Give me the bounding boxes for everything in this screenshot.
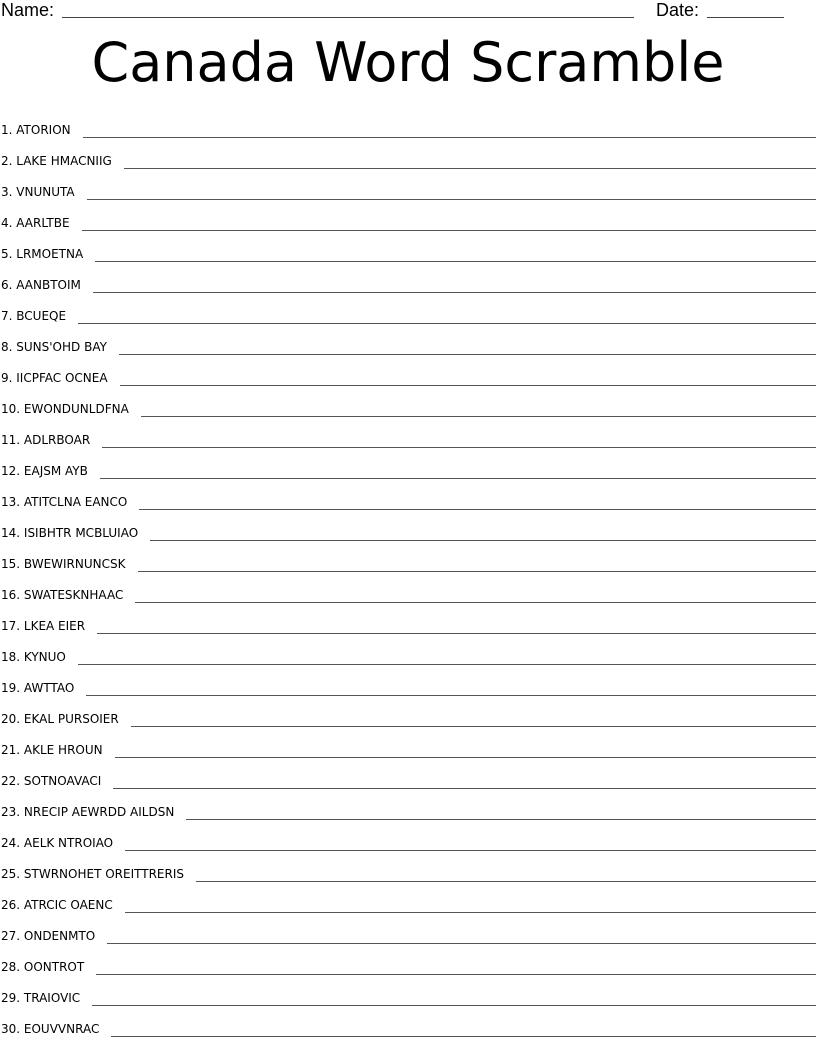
list-item bbox=[0, 764, 816, 795]
scramble-word: 14. ISIBHTR MCBLUIAO bbox=[1, 526, 139, 540]
answer-line[interactable] bbox=[78, 323, 816, 324]
scramble-word: 5. LRMOETNA bbox=[1, 247, 84, 261]
list-item bbox=[0, 702, 816, 733]
list-item bbox=[0, 1012, 816, 1043]
scramble-word: 7. BCUEQE bbox=[1, 309, 67, 323]
list-item bbox=[0, 361, 816, 392]
answer-line[interactable] bbox=[138, 571, 816, 572]
scramble-word: 18. KYNUO bbox=[1, 650, 66, 664]
answer-line[interactable] bbox=[83, 137, 816, 138]
answer-line[interactable] bbox=[124, 168, 816, 169]
list-item bbox=[0, 733, 816, 764]
list-item bbox=[0, 888, 816, 919]
answer-line[interactable] bbox=[86, 695, 816, 696]
answer-line[interactable] bbox=[97, 633, 816, 634]
scramble-word: 1. ATORION bbox=[1, 123, 71, 137]
scramble-word: 11. ADLRBOAR bbox=[1, 433, 91, 447]
scramble-word: 9. IICPFAC OCNEA bbox=[1, 371, 108, 385]
scramble-word: 25. STWRNOHET OREITTRERIS bbox=[1, 867, 184, 881]
scramble-word: 12. EAJSM AYB bbox=[1, 464, 88, 478]
scramble-word: 2. LAKE HMACNIIG bbox=[1, 154, 112, 168]
answer-line[interactable] bbox=[100, 478, 816, 479]
scramble-word: 17. LKEA EIER bbox=[1, 619, 86, 633]
list-item bbox=[0, 113, 816, 144]
list-item bbox=[0, 640, 816, 671]
list-item bbox=[0, 175, 816, 206]
answer-line[interactable] bbox=[141, 416, 816, 417]
list-item bbox=[0, 392, 816, 423]
scramble-word: 3. VNUNUTA bbox=[1, 185, 75, 199]
answer-line[interactable] bbox=[87, 199, 816, 200]
list-item bbox=[0, 981, 816, 1012]
scramble-list bbox=[0, 113, 816, 1043]
scramble-word: 20. EKAL PURSOIER bbox=[1, 712, 119, 726]
answer-line[interactable] bbox=[186, 819, 816, 820]
list-item bbox=[0, 547, 816, 578]
page-title: Canada Word Scramble bbox=[91, 31, 725, 94]
answer-line[interactable] bbox=[131, 726, 816, 727]
scramble-word: 19. AWTTAO bbox=[1, 681, 75, 695]
scramble-word: 29. TRAIOVIC bbox=[1, 991, 81, 1005]
list-item bbox=[0, 857, 816, 888]
scramble-word: 13. ATITCLNA EANCO bbox=[1, 495, 128, 509]
date-answer-line[interactable] bbox=[707, 17, 784, 18]
list-item bbox=[0, 330, 816, 361]
list-item bbox=[0, 826, 816, 857]
scramble-word: 26. ATRCIC OAENC bbox=[1, 898, 113, 912]
answer-line[interactable] bbox=[115, 757, 816, 758]
answer-line[interactable] bbox=[125, 912, 816, 913]
answer-line[interactable] bbox=[96, 974, 816, 975]
scramble-word: 15. BWEWIRNUNCSK bbox=[1, 557, 126, 571]
list-item bbox=[0, 919, 816, 950]
name-label: Name: bbox=[1, 0, 55, 20]
list-item bbox=[0, 671, 816, 702]
list-item bbox=[0, 578, 816, 609]
scramble-word: 22. SOTNOAVACI bbox=[1, 774, 102, 788]
scramble-word: 28. OONTROT bbox=[1, 960, 85, 974]
scramble-word: 24. AELK NTROIAO bbox=[1, 836, 114, 850]
answer-line[interactable] bbox=[78, 664, 816, 665]
list-item bbox=[0, 144, 816, 175]
list-item bbox=[0, 454, 816, 485]
scramble-word: 10. EWONDUNLDFNA bbox=[1, 402, 129, 416]
list-item bbox=[0, 206, 816, 237]
answer-line[interactable] bbox=[139, 509, 816, 510]
answer-line[interactable] bbox=[135, 602, 816, 603]
answer-line[interactable] bbox=[107, 943, 816, 944]
scramble-word: 8. SUNS'OHD BAY bbox=[1, 340, 107, 354]
answer-line[interactable] bbox=[92, 1005, 816, 1006]
name-answer-line[interactable] bbox=[62, 17, 634, 18]
answer-line[interactable] bbox=[93, 292, 816, 293]
answer-line[interactable] bbox=[82, 230, 816, 231]
answer-line[interactable] bbox=[111, 1036, 816, 1037]
scramble-word: 16. SWATESKNHAAC bbox=[1, 588, 124, 602]
scramble-word: 4. AARLTBE bbox=[1, 216, 70, 230]
worksheet-header bbox=[0, 0, 816, 24]
date-label: Date: bbox=[656, 0, 700, 20]
answer-line[interactable] bbox=[119, 354, 816, 355]
scramble-word: 27. ONDENMTO bbox=[1, 929, 96, 943]
list-item bbox=[0, 268, 816, 299]
list-item bbox=[0, 237, 816, 268]
scramble-word: 6. AANBTOIM bbox=[1, 278, 81, 292]
answer-line[interactable] bbox=[125, 850, 816, 851]
answer-line[interactable] bbox=[196, 881, 816, 882]
list-item bbox=[0, 299, 816, 330]
list-item bbox=[0, 795, 816, 826]
list-item bbox=[0, 516, 816, 547]
scramble-word: 30. EOUVVNRAC bbox=[1, 1022, 100, 1036]
answer-line[interactable] bbox=[102, 447, 816, 448]
scramble-word: 21. AKLE HROUN bbox=[1, 743, 103, 757]
list-item bbox=[0, 485, 816, 516]
list-item bbox=[0, 423, 816, 454]
answer-line[interactable] bbox=[120, 385, 816, 386]
answer-line[interactable] bbox=[95, 261, 816, 262]
list-item bbox=[0, 609, 816, 640]
answer-line[interactable] bbox=[150, 540, 816, 541]
answer-line[interactable] bbox=[113, 788, 816, 789]
list-item bbox=[0, 950, 816, 981]
scramble-word: 23. NRECIP AEWRDD AILDSN bbox=[1, 805, 175, 819]
